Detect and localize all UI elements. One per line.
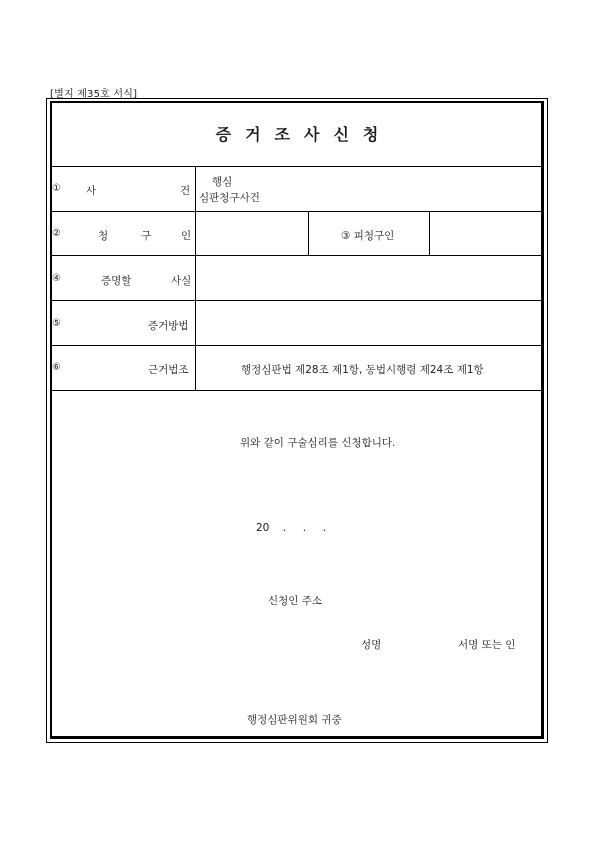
row-divider <box>50 166 544 167</box>
row-number: ② <box>52 228 61 239</box>
form-title: 증거조사신청 <box>215 125 393 144</box>
fact-label-part: 사실 <box>171 275 192 287</box>
legal-basis-value: 행정심판법 제28조 제1항, 동법시행령 제24조 제1항 <box>241 364 484 376</box>
signature-label: 서명 또는 인 <box>458 639 516 651</box>
case-value-prefix: 행심 <box>212 176 233 188</box>
form-number-label: [별지 제35호 서식] <box>50 89 138 100</box>
name-label: 성명 <box>361 639 382 651</box>
row-divider <box>50 345 544 346</box>
request-statement: 위와 같이 구술심리를 신청합니다. <box>240 437 396 449</box>
row-number: ⑥ <box>52 362 61 373</box>
row-divider <box>50 390 544 391</box>
row-number: ① <box>52 183 61 194</box>
recipient-label: 행정심판위원회 귀중 <box>247 714 342 726</box>
row-number: ⑤ <box>52 318 61 329</box>
claimant-label-part: 인 <box>181 230 192 242</box>
row-number: ④ <box>52 273 61 284</box>
legal-basis-label: 근거법조 <box>148 364 189 376</box>
respondent-label: ③ 피청구인 <box>341 230 395 242</box>
applicant-address-label: 신청인 주소 <box>268 595 323 607</box>
fact-label-part: 증명할 <box>101 275 132 287</box>
column-divider <box>308 211 309 255</box>
case-label-part: 사 <box>86 185 97 197</box>
row-divider <box>50 211 544 212</box>
column-divider <box>429 211 430 255</box>
case-label-part: 건 <box>180 185 191 197</box>
case-value-suffix: 심판청구사건 <box>199 192 260 204</box>
row-divider <box>50 300 544 301</box>
date-line: 20 . . . <box>256 522 327 534</box>
row-divider <box>50 255 544 256</box>
claimant-label-part: 청 <box>98 230 109 242</box>
evidence-method-label: 증거방법 <box>148 320 189 332</box>
claimant-label-part: 구 <box>141 230 152 242</box>
column-divider <box>195 166 196 390</box>
